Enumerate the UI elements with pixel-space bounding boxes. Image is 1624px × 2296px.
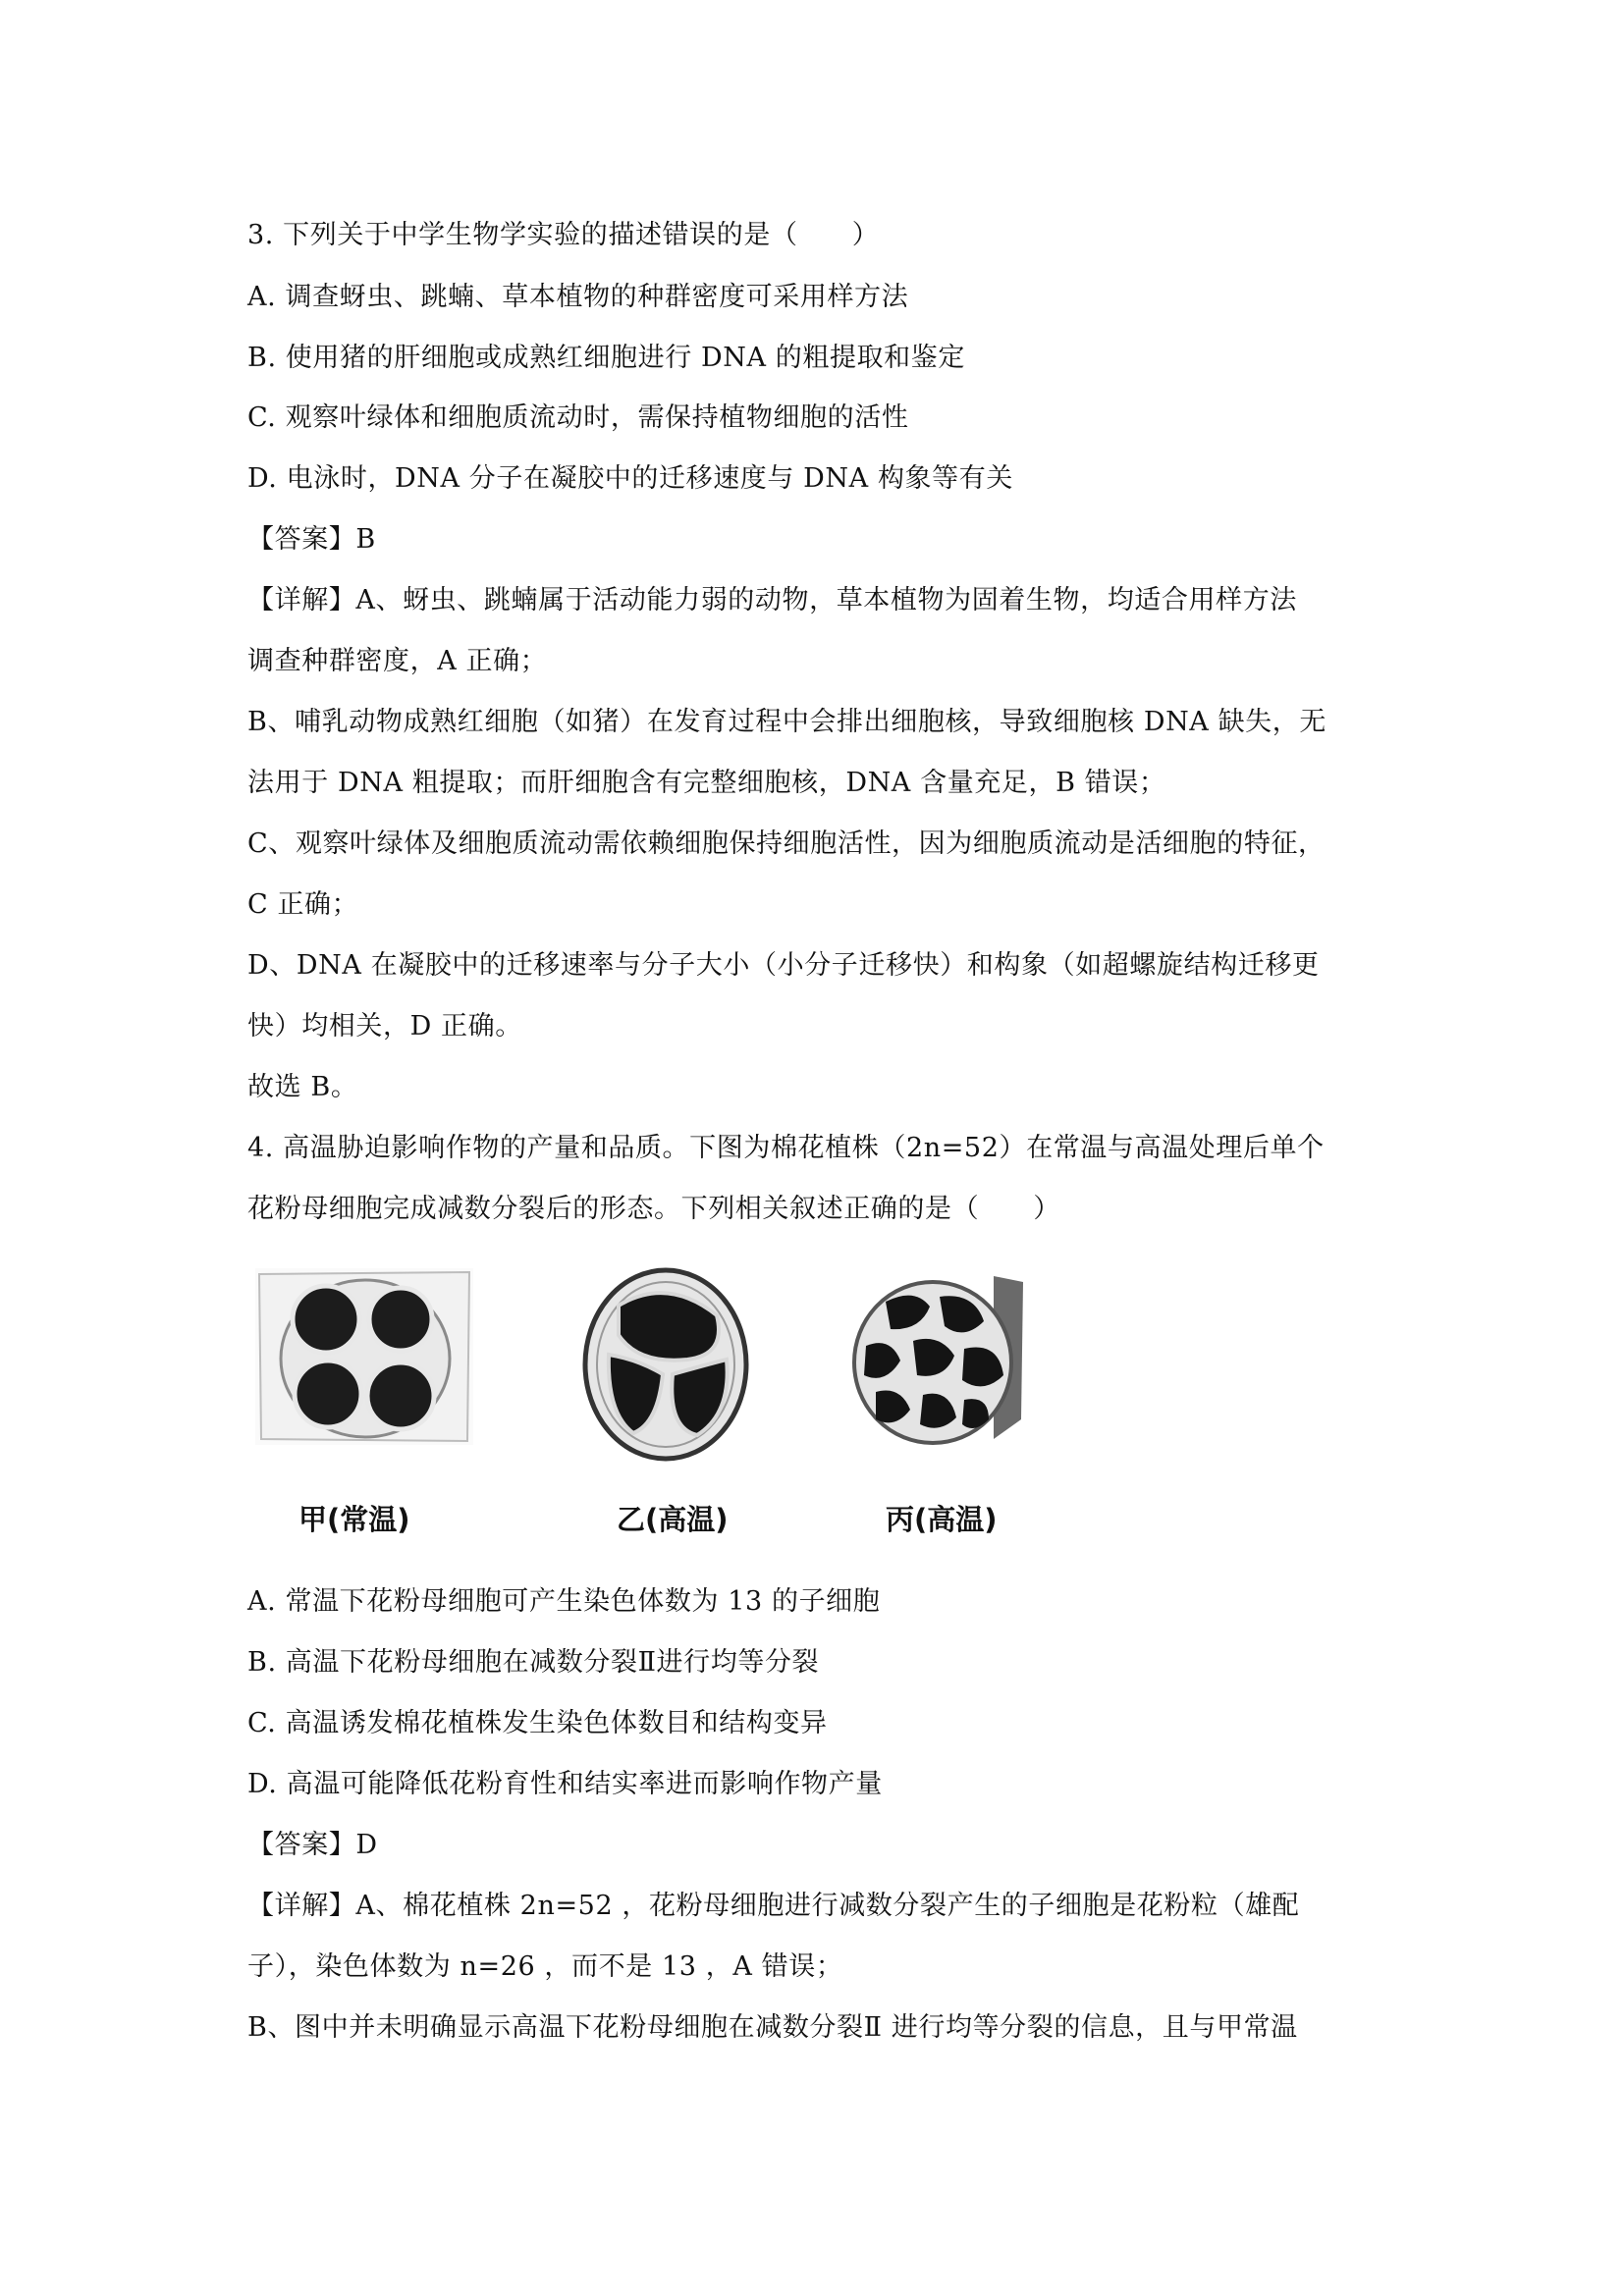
q3-explanation-line: 调查种群密度，A 正确； — [247, 646, 548, 676]
q3-explanation-line: B、哺乳动物成熟红细胞（如猪）在发育过程中会排出细胞核，导致细胞核 DNA 缺失，无 — [247, 707, 1326, 737]
figure-caption: 甲(常温) — [298, 1503, 410, 1536]
q4-explanation-line: 子），染色体数为 n=26 ，而不是 13 ，A 错误； — [247, 1951, 843, 1982]
q3-explanation-line: 【详解】A、蚜虫、跳蝻属于活动能力弱的动物，草本植物为固着生物，均适合用样方法 — [247, 585, 1297, 615]
q3-stem: 3. 下列关于中学生物学实验的描述错误的是（ ） — [247, 220, 880, 250]
q4-option-d: D. 高温可能降低花粉育性和结实率进而影响作物产量 — [247, 1769, 883, 1799]
q3-explanation-line: D、DNA 在凝胶中的迁移速率与分子大小（小分子迁移快）和构象（如超螺旋结构迁移更 — [247, 950, 1320, 981]
q3-explanation-line: 法用于 DNA 粗提取；而肝细胞含有完整细胞核，DNA 含量充足，B 错误； — [247, 768, 1166, 798]
q4-stem: 花粉母细胞完成减数分裂后的形态。下列相关叙述正确的是（ ） — [247, 1194, 1060, 1224]
figure-caption: 乙(高温) — [617, 1503, 729, 1536]
q4-option-a: A. 常温下花粉母细胞可产生染色体数为 13 的子细胞 — [247, 1586, 881, 1617]
tetrad-high-temp-2-image — [846, 1272, 1025, 1449]
q3-option-d: D. 电泳时，DNA 分子在凝胶中的迁移速度与 DNA 构象等有关 — [247, 463, 1013, 494]
q3-answer: 【答案】B — [247, 524, 376, 555]
q3-explanation-line: C 正确； — [247, 889, 359, 920]
figure-caption: 丙(高温) — [886, 1503, 998, 1536]
tetrad-high-temp-1-image — [579, 1266, 752, 1463]
q4-option-b: B. 高温下花粉母细胞在减数分裂Ⅱ进行均等分裂 — [247, 1647, 820, 1678]
q4-stem: 4. 高温胁迫影响作物的产量和品质。下图为棉花植株（2n=52）在常温与高温处理后单个 — [247, 1133, 1325, 1163]
q4-figure — [247, 1266, 1131, 1561]
q3-explanation-line: C、观察叶绿体及细胞质流动需依赖细胞保持细胞活性，因为细胞质流动是活细胞的特征， — [247, 828, 1326, 859]
q4-explanation-line: 【详解】A、棉花植株 2n=52 ，花粉母细胞进行减数分裂产生的子细胞是花粉粒（雄配 — [247, 1891, 1300, 1921]
q4-answer: 【答案】D — [247, 1830, 378, 1860]
q3-option-c: C. 观察叶绿体和细胞质流动时，需保持植物细胞的活性 — [247, 402, 909, 433]
q4-explanation-line: B、图中并未明确显示高温下花粉母细胞在减数分裂Ⅱ 进行均等分裂的信息，且与甲常温 — [247, 2012, 1298, 2043]
q3-option-b: B. 使用猪的肝细胞或成熟红细胞进行 DNA 的粗提取和鉴定 — [247, 343, 965, 373]
tetrad-normal-image — [255, 1268, 473, 1445]
q3-explanation-line: 快）均相关，D 正确。 — [247, 1011, 522, 1041]
q3-option-a: A. 调查蚜虫、跳蝻、草本植物的种群密度可采用样方法 — [247, 282, 909, 312]
q4-option-c: C. 高温诱发棉花植株发生染色体数目和结构变异 — [247, 1708, 828, 1738]
q3-conclusion: 故选 B。 — [247, 1072, 358, 1102]
